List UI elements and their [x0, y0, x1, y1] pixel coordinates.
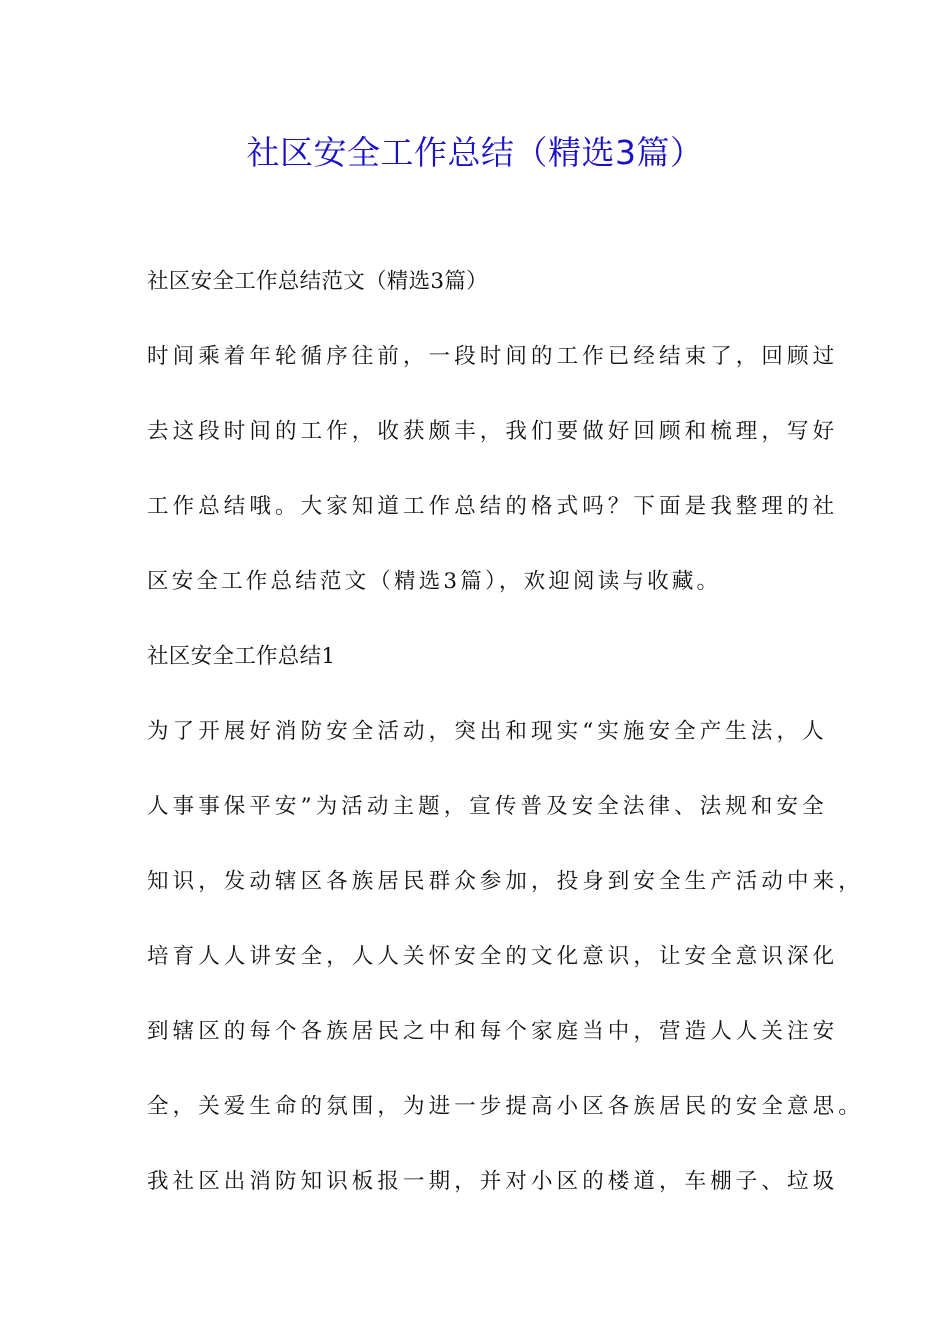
subtitle-line: 社区安全工作总结范文（精选3篇）	[147, 269, 488, 294]
document-title: 社区安全工作总结（精选3篇）	[246, 133, 704, 172]
body-paragraph-line-5: 到辖区的每个各族居民之中和每个家庭当中，营造人人关注安	[147, 1019, 839, 1044]
body-paragraph-line-2: 人事事保平安”为活动主题，宣传普及安全法律、法规和安全	[147, 794, 828, 819]
body-paragraph-line-3: 知识，发动辖区各族居民群众参加，投身到安全生产活动中来，	[147, 869, 864, 894]
intro-paragraph-line-2: 去这段时间的工作，收获颇丰，我们要做好回顾和梳理，写好	[147, 419, 839, 444]
body-paragraph-line-7: 我社区出消防知识板报一期，并对小区的楼道，车棚子、垃圾	[147, 1169, 839, 1194]
body-paragraph-line-6: 全，关爱生命的氛围，为进一步提高小区各族居民的安全意思。	[147, 1094, 864, 1119]
intro-paragraph-line-1: 时间乘着年轮循序往前，一段时间的工作已经结束了，回顾过	[147, 344, 839, 369]
body-paragraph-line-1: 为了开展好消防安全活动，突出和现实“实施安全产生法，人	[147, 719, 828, 744]
section-heading-1: 社区安全工作总结1	[147, 644, 336, 669]
intro-paragraph-line-4: 区安全工作总结范文（精选3篇），欢迎阅读与收藏。	[147, 569, 722, 594]
body-paragraph-line-4: 培育人人讲安全，人人关怀安全的文化意识，让安全意识深化	[147, 944, 839, 969]
intro-paragraph-line-3: 工作总结哦。大家知道工作总结的格式吗？下面是我整理的社	[147, 494, 839, 519]
